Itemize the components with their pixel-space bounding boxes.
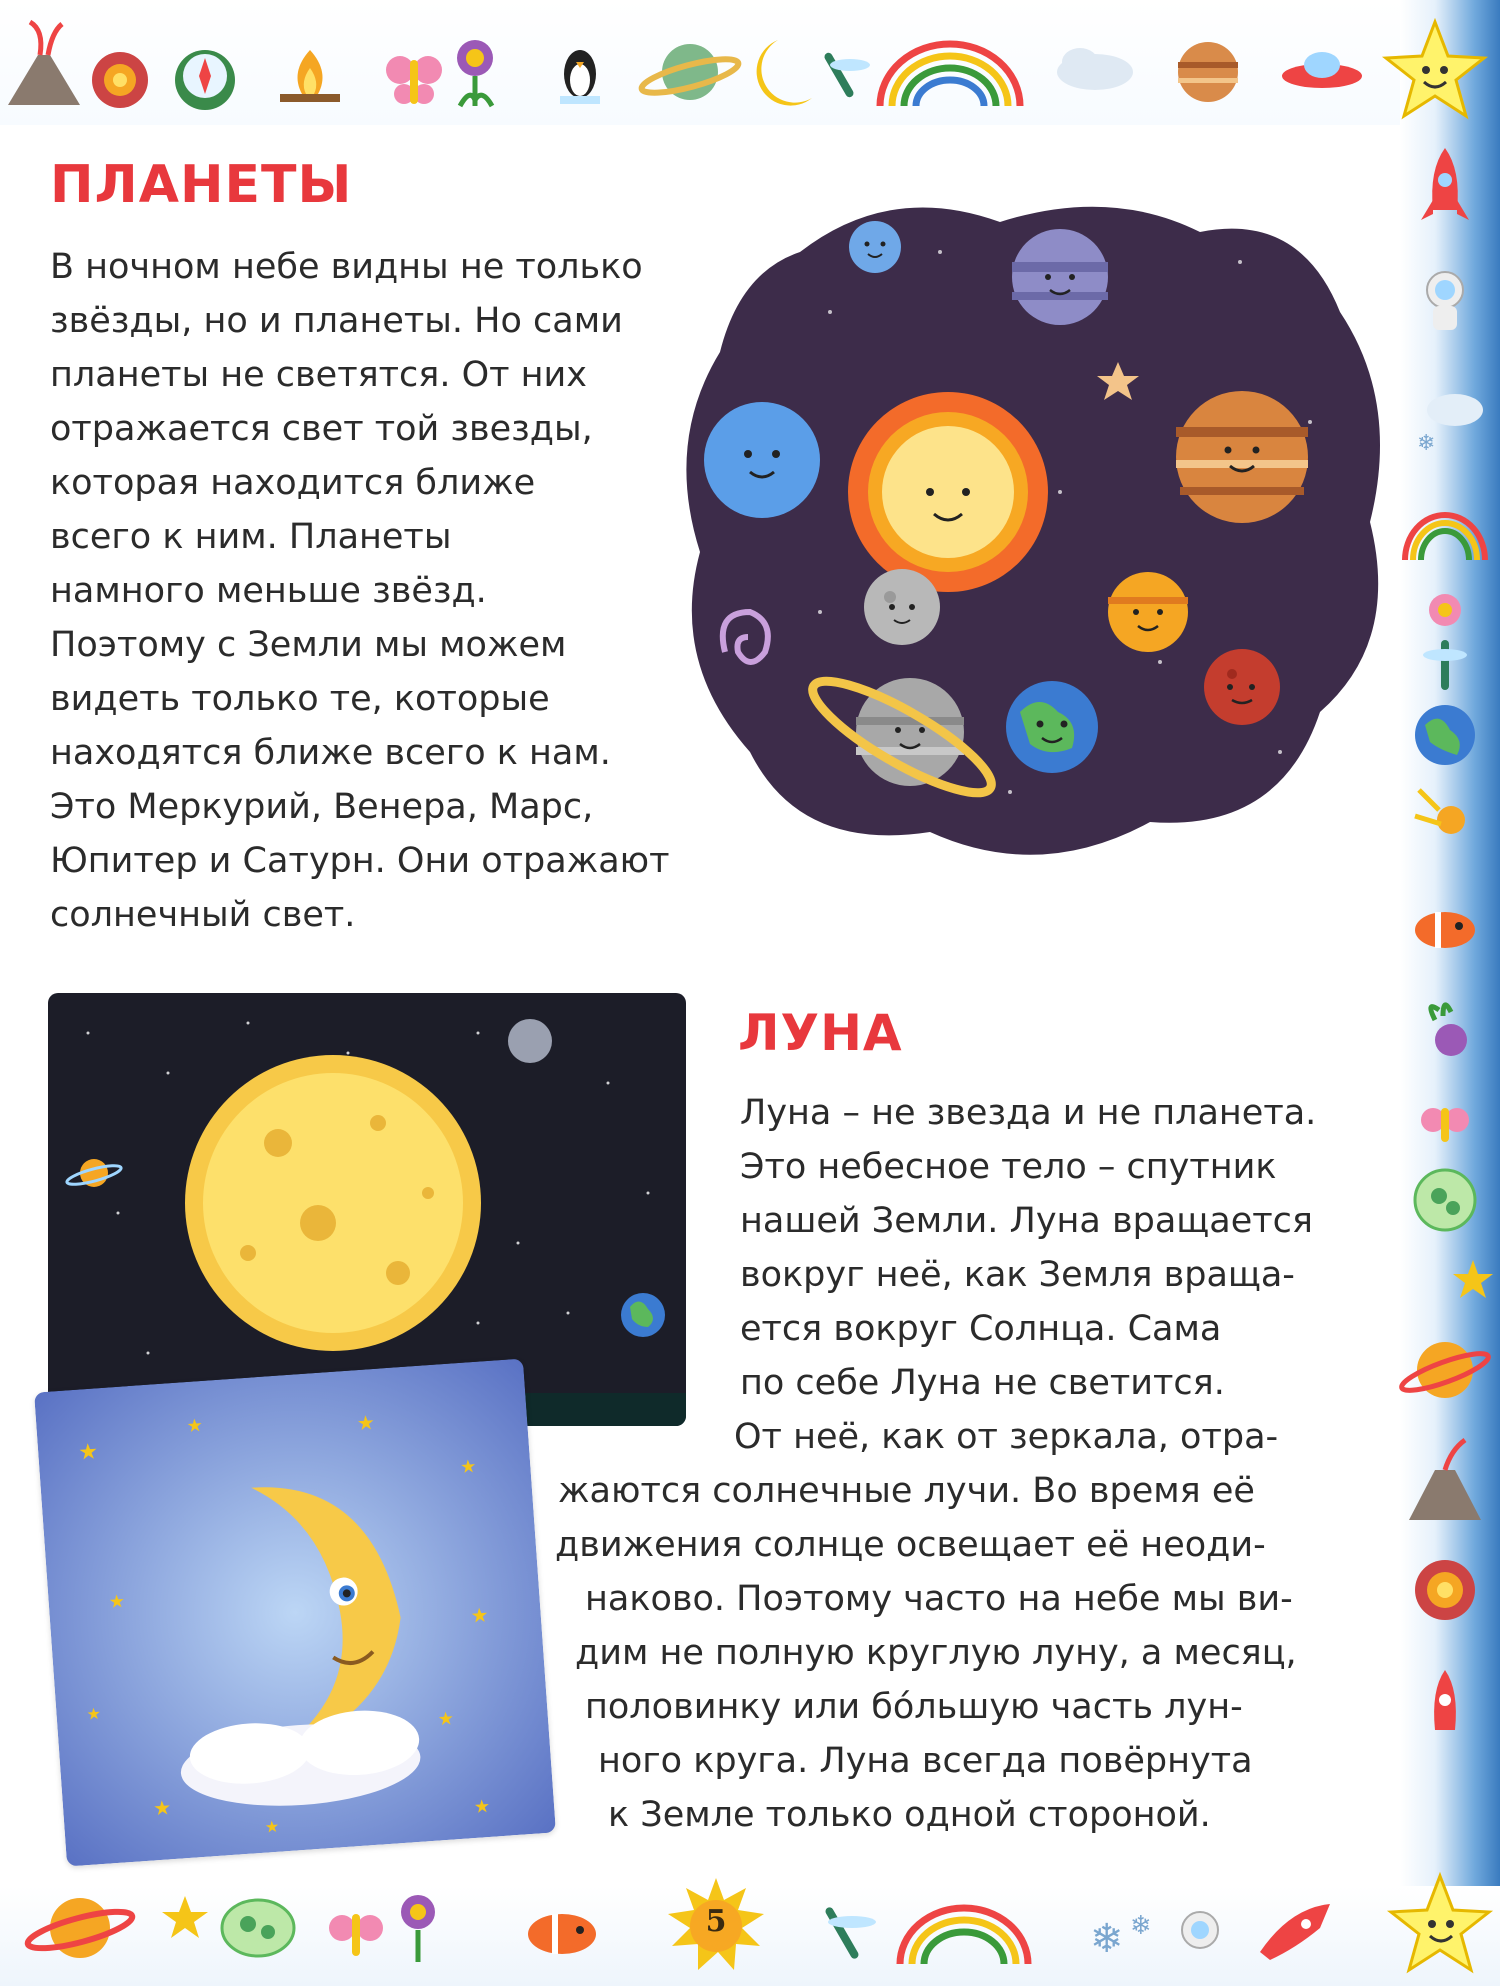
dragonfly-icon	[823, 51, 870, 98]
saturn-icon	[1398, 1342, 1491, 1398]
ufo-icon	[1282, 52, 1362, 88]
cell-icon	[222, 1900, 294, 1956]
text-line: наково. Поэтому часто на небе мы ви-	[585, 1579, 1293, 1619]
clownfish-icon	[528, 1914, 596, 1954]
astronaut-icon	[1427, 272, 1463, 330]
text-line: нашей Земли. Луна вращается	[740, 1201, 1313, 1241]
text-line: к Земле только одной стороной.	[608, 1795, 1211, 1835]
saturn-icon	[25, 1898, 136, 1958]
text-line: Юпитер и Сатурн. Они отражают	[50, 841, 670, 881]
text-line: солнечный свет.	[50, 895, 356, 935]
cloud-icon	[1057, 48, 1133, 90]
text-line: намного меньше звёзд.	[50, 571, 487, 611]
text-line: От неё, как от зеркала, отра-	[734, 1417, 1279, 1457]
rocket-icon	[1421, 148, 1469, 220]
border-icons-top	[0, 10, 1400, 120]
text-line: ного круга. Луна всегда повёрнута	[598, 1741, 1253, 1781]
earth-core-icon	[1415, 1560, 1475, 1620]
dragonfly-icon	[1423, 640, 1467, 690]
svg-text:❄: ❄	[1130, 1911, 1152, 1941]
text-line: Это небесное тело – спутник	[740, 1147, 1277, 1187]
planets-heading: ПЛАНЕТЫ	[50, 155, 353, 215]
svg-text:❄: ❄	[1417, 431, 1436, 456]
star-icon	[162, 1896, 208, 1938]
star-corner-top-icon	[1380, 18, 1490, 128]
svg-text:★: ★	[152, 1795, 173, 1821]
rainbow-icon	[1405, 515, 1485, 560]
snowflake-icon	[1090, 1911, 1152, 1962]
clownfish-icon	[1415, 912, 1475, 948]
campfire-icon	[280, 50, 340, 102]
text-line: половинку или бóльшую часть лун-	[585, 1687, 1243, 1727]
svg-text:★: ★	[356, 1409, 376, 1436]
svg-text:❄: ❄	[1090, 1916, 1124, 1962]
planet-ring-icon	[639, 44, 741, 100]
star-corner-bottom-icon	[1391, 1876, 1489, 1970]
text-line: Поэтому с Земли мы можем	[50, 625, 567, 665]
svg-text:★: ★	[264, 1816, 280, 1837]
volcano-icon	[1409, 1440, 1481, 1520]
volcano-icon	[8, 22, 80, 105]
earth-core-icon	[92, 52, 148, 108]
svg-text:★: ★	[77, 1439, 99, 1466]
flower-icon	[401, 1895, 435, 1962]
text-line: видеть только те, которые	[50, 679, 550, 719]
text-line: В ночном небе видны не только	[50, 247, 643, 287]
border-icons-right	[1395, 140, 1495, 1860]
text-line: находятся ближе всего к нам.	[50, 733, 611, 773]
snowflake-cloud-icon	[1417, 394, 1483, 456]
svg-text:★: ★	[473, 1795, 491, 1818]
comet-icon	[1415, 790, 1465, 834]
text-line: ется вокруг Солнца. Сама	[740, 1309, 1222, 1349]
svg-text:★: ★	[469, 1602, 490, 1628]
text-line: всего к ним. Планеты	[50, 517, 452, 557]
star-icon	[1453, 1260, 1493, 1298]
text-line: планеты не светятся. От них	[50, 355, 587, 395]
svg-text:★: ★	[437, 1708, 455, 1731]
earth-icon	[1415, 705, 1475, 765]
text-line: по себе Луна не светится.	[740, 1363, 1225, 1403]
penguin-icon	[560, 50, 600, 104]
text-line: движения солнце освещает её неоди-	[555, 1525, 1266, 1565]
page-number-badge	[668, 1878, 764, 1974]
astronaut-icon	[1182, 1912, 1218, 1948]
solar-system-illustration	[680, 192, 1390, 862]
butterfly-icon	[329, 1914, 383, 1956]
text-line: отражается свет той звезды,	[50, 409, 593, 449]
text-line: Луна – не звезда и не планета.	[740, 1093, 1317, 1133]
rainbow-icon	[900, 1908, 1028, 1964]
text-line: жаются солнечные лучи. Во время её	[558, 1471, 1255, 1511]
planets-text	[50, 240, 730, 942]
butterfly-icon	[1421, 1108, 1469, 1142]
svg-text:★: ★	[186, 1414, 204, 1438]
compass-icon	[175, 50, 235, 110]
jupiter-icon	[1178, 42, 1238, 102]
svg-text:★: ★	[108, 1590, 126, 1613]
text-line: дим не полную круглую луну, а месяц,	[575, 1633, 1297, 1673]
text-line: которая находится ближе	[50, 463, 536, 503]
svg-text:★: ★	[459, 1456, 478, 1479]
moon-text	[0, 1086, 1390, 1842]
moon-heading: ЛУНА	[738, 1004, 903, 1062]
rocket-icon	[1434, 1670, 1456, 1730]
plant-icon	[1431, 1005, 1467, 1056]
page-number: 5	[705, 1904, 727, 1939]
text-line: звёзды, но и планеты. Но сами	[50, 301, 623, 341]
butterfly-icon	[386, 56, 442, 104]
rocket-icon	[1260, 1904, 1330, 1960]
cell-icon	[1415, 1170, 1475, 1230]
flower-icon	[1429, 594, 1461, 626]
text-line: Это Меркурий, Венера, Марс,	[50, 787, 594, 827]
flower-icon	[457, 40, 493, 106]
text-line: вокруг неё, как Земля враща-	[740, 1255, 1295, 1295]
rainbow-icon	[880, 44, 1020, 106]
dragonfly-icon	[824, 1906, 876, 1960]
moon-icon	[757, 40, 812, 106]
svg-text:★: ★	[85, 1703, 102, 1724]
